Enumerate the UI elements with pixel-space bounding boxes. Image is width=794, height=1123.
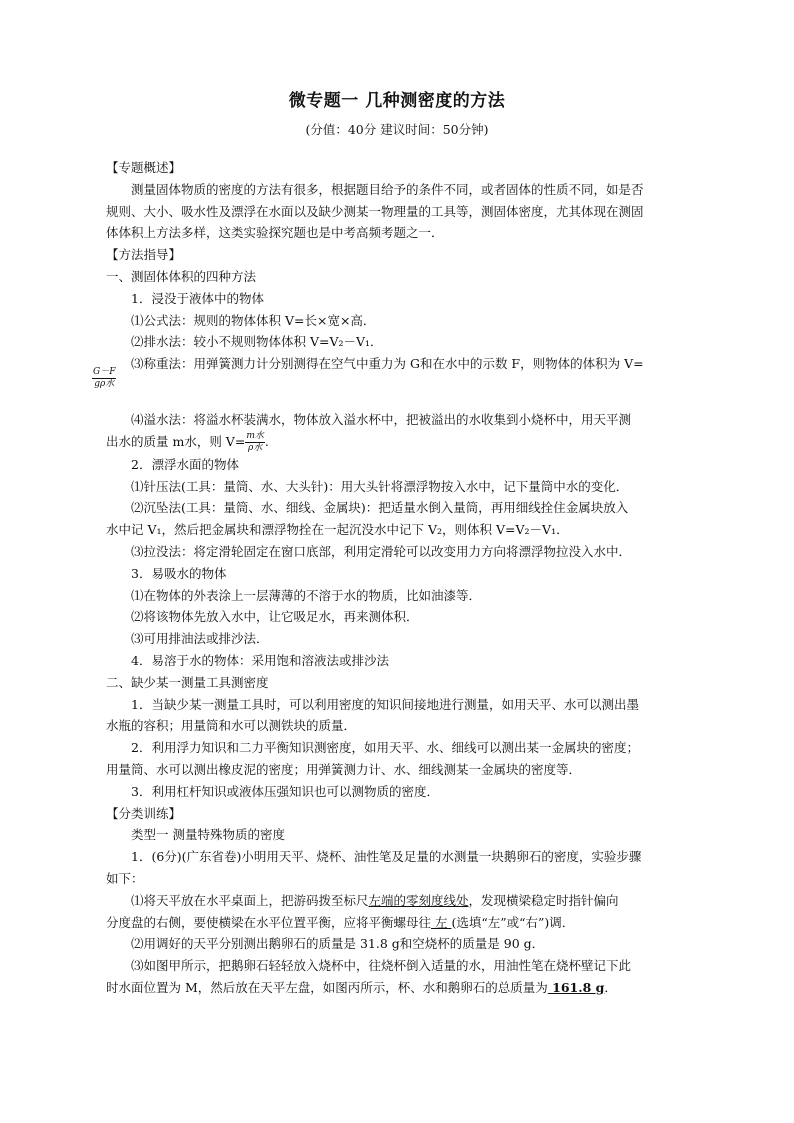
text-run: ，发现横梁稳定时指针偏向 [468, 892, 619, 908]
list-item-continued: 水瓶的容积；用量筒和水可以测铁块的质量． [106, 718, 357, 734]
question-line: ⑵用调好的天平分别测出鹅卵石的质量是 31.8 g和空烧杯的质量是 90 g． [131, 936, 545, 952]
text-run: ⑴将天平放在水平桌面上，把游码拨至标尺 [131, 892, 369, 908]
list-item-continued: 用量筒、水可以测出橡皮泥的密度；用弹簧测力计、水、细线测某一金属块的密度等． [106, 761, 582, 777]
list-item-continued: 水中记 V₁，然后把金属块和漂浮物拴在一起沉没水中记下 V₂，则体积 V=V₂－V₁． [106, 522, 569, 538]
list-item: ⑶可用排油法或排沙法． [131, 631, 269, 647]
text-run: 时水面位置为 M，然后放在天平左盘，如图丙所示，杯、水和鹅卵石的总质量为 [106, 979, 548, 995]
fraction-line [93, 366, 702, 409]
list-item: ⑴针压法(工具：量筒、水、大头针)：用大头针将漂浮物按入水中，记下量筒中水的变化． [131, 478, 629, 494]
list-item: 3．易吸水的物体 [131, 565, 227, 581]
list-item: 3．利用杠杆知识或液体压强知识也可以测物质的密度． [131, 783, 439, 799]
question-line [106, 977, 702, 999]
list-item-continued [106, 431, 702, 454]
section-heading: 【分类训练】 [106, 805, 182, 821]
question-line [106, 890, 702, 912]
list-item: ⑵沉坠法(工具：量筒、水、细线、金属块)：把适量水倒入量筒，再用细线拴住金属块放入 [131, 500, 629, 516]
section-heading: 【方法指导】 [106, 247, 182, 263]
section-subheading: 类型一 测量特殊物质的密度 [131, 827, 285, 843]
fraction-denominator: gρ水 [94, 378, 115, 389]
question-line [106, 912, 702, 934]
text-run: (选填“左”或“右”)调． [451, 914, 575, 930]
fraction-denominator: ρ水 [247, 442, 263, 453]
page-subtitle: (分值：40分 建议时间：50分钟) [305, 122, 489, 137]
list-item: 2．漂浮水面的物体 [131, 456, 239, 472]
answer-blank: 左 [431, 914, 452, 930]
list-item: ⑵排水法：较小不规则物体体积 V=V₂－V₁． [131, 334, 383, 350]
fraction-numerator: G－F [93, 366, 116, 377]
list-item: ⑵将该物体先放入水中，让它吸足水，再来测体积． [131, 609, 419, 625]
list-item: ⑴公式法：规则的物体体积 V=长×宽×高． [131, 312, 376, 328]
answer-blank: 左端的零刻度线处 [368, 892, 469, 908]
paragraph-line: 规则、大小、吸水性及漂浮在水面以及缺少测某一物理量的工具等，测固体密度，尤其体现在测固 [106, 203, 644, 219]
question-line: 1．(6分)(广东省卷)小明用天平、烧杯、油性笔及足量的水测量一块鹅卵石的密度，实验步骤 [131, 849, 642, 865]
list-item: 1．浸没于液体中的物体 [131, 290, 264, 306]
paragraph-line: 体体积上方法多样，这类实验探究题也是中考高频考题之一． [106, 225, 444, 241]
section-subheading: 一、测固体体积的四种方法 [106, 268, 257, 284]
text-run: 分度盘的右侧，要使横梁在水平位置平衡，应将平衡螺母往 [106, 914, 432, 930]
list-item: 4．易溶于水的物体：采用饱和溶液法或排沙法 [131, 652, 389, 668]
volume-fraction [92, 367, 116, 390]
list-item: 2．利用浮力知识和二力平衡知识测密度，如用天平、水、细线可以测出某一金属块的密度； [131, 740, 639, 756]
text-run: . [264, 433, 269, 449]
list-item: 1．当缺少某一测量工具时，可以利用密度的知识间接地进行测量，如用天平、水可以测出墨 [131, 696, 639, 712]
paragraph-line: 测量固体物质的密度的方法有很多，根据题目给予的条件不同，或者固体的性质不同，如是否 [131, 181, 644, 197]
page-title: 微专题一 几种测密度的方法 [288, 91, 506, 111]
list-item: ⑶称重法：用弹簧测力计分别测得在空气中重力为 G和在水中的示数 F，则物体的体积为 V= [131, 356, 644, 372]
mass-fraction [245, 431, 265, 454]
fraction-numerator: m水 [246, 430, 264, 441]
section-heading: 【专题概述】 [106, 160, 182, 175]
text-run: 出水的质量 m水，则 V= [106, 433, 246, 449]
question-line: 如下： [106, 870, 144, 886]
section-subheading: 二、缺少某一测量工具测密度 [106, 674, 269, 690]
document-body [93, 157, 702, 999]
list-item: ⑴在物体的外表涂上一层薄薄的不溶于水的物质，比如油漆等． [131, 587, 482, 603]
question-line: ⑶如图甲所示，把鹅卵石轻轻放入烧杯中，往烧杯倒入适量的水，用油性笔在烧杯壁记下此 [131, 958, 632, 974]
list-item: ⑶拉没法：将定滑轮固定在窗口底部，利用定滑轮可以改变用力方向将漂浮物拉没入水中． [131, 543, 632, 559]
answer-blank: 161.8 g [547, 979, 605, 995]
text-run: ． [604, 979, 617, 995]
list-item: ⑷溢水法：将溢水杯装满水，物体放入溢水杯中，把被溢出的水收集到小烧杯中，用天平测 [131, 411, 632, 427]
